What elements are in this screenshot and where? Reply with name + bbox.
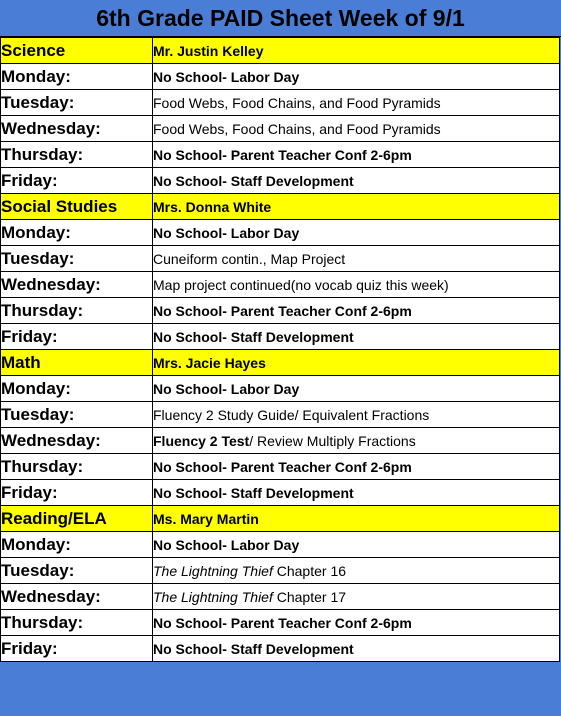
- subject-name: Math: [1, 350, 153, 376]
- subject-header-row: [1, 350, 560, 376]
- day-row: [1, 272, 560, 298]
- day-label: Friday:: [1, 168, 153, 194]
- teacher-name: Mr. Justin Kelley: [153, 38, 560, 64]
- day-row: [1, 480, 560, 506]
- day-row: [1, 428, 560, 454]
- day-row: [1, 636, 560, 662]
- schedule-table: [0, 37, 560, 662]
- teacher-name: Ms. Mary Martin: [153, 506, 560, 532]
- day-plan: [153, 428, 560, 454]
- day-row: [1, 220, 560, 246]
- day-row: [1, 64, 560, 90]
- day-label: Wednesday:: [1, 272, 153, 298]
- day-plan: No School- Staff Development: [153, 480, 560, 506]
- day-plan: Fluency 2 Study Guide/ Equivalent Fractions: [153, 402, 560, 428]
- day-label: Monday:: [1, 64, 153, 90]
- subject-name: Reading/ELA: [1, 506, 153, 532]
- book-title: The Lightning Thief: [153, 562, 273, 579]
- day-row: [1, 610, 560, 636]
- day-label: Thursday:: [1, 142, 153, 168]
- day-label: Tuesday:: [1, 402, 153, 428]
- subject-header-row: [1, 506, 560, 532]
- day-row: [1, 142, 560, 168]
- day-label: Monday:: [1, 220, 153, 246]
- day-label: Thursday:: [1, 610, 153, 636]
- day-plan: No School- Staff Development: [153, 324, 560, 350]
- day-row: [1, 532, 560, 558]
- day-plan: Map project continued(no vocab quiz this week): [153, 272, 560, 298]
- teacher-name: Mrs. Jacie Hayes: [153, 350, 560, 376]
- book-title: The Lightning Thief: [153, 588, 273, 605]
- day-plan: No School- Labor Day: [153, 532, 560, 558]
- plan-text: / Review Multiply Fractions: [249, 432, 416, 449]
- day-row: [1, 168, 560, 194]
- day-plan: Food Webs, Food Chains, and Food Pyramids: [153, 116, 560, 142]
- day-plan: [153, 558, 560, 584]
- day-plan: No School- Labor Day: [153, 64, 560, 90]
- day-row: [1, 376, 560, 402]
- day-plan: No School- Staff Development: [153, 168, 560, 194]
- day-plan: No School- Parent Teacher Conf 2-6pm: [153, 298, 560, 324]
- day-row: [1, 116, 560, 142]
- day-plan: No School- Parent Teacher Conf 2-6pm: [153, 454, 560, 480]
- day-plan: Cuneiform contin., Map Project: [153, 246, 560, 272]
- day-label: Friday:: [1, 324, 153, 350]
- day-row: [1, 90, 560, 116]
- day-row: [1, 584, 560, 610]
- day-label: Tuesday:: [1, 90, 153, 116]
- day-row: [1, 454, 560, 480]
- day-label: Wednesday:: [1, 116, 153, 142]
- day-plan: No School- Parent Teacher Conf 2-6pm: [153, 610, 560, 636]
- day-label: Wednesday:: [1, 584, 153, 610]
- day-plan: Food Webs, Food Chains, and Food Pyramids: [153, 90, 560, 116]
- day-row: [1, 558, 560, 584]
- subject-name: Science: [1, 38, 153, 64]
- day-row: [1, 246, 560, 272]
- day-label: Friday:: [1, 480, 153, 506]
- day-label: Monday:: [1, 532, 153, 558]
- day-plan: No School- Labor Day: [153, 220, 560, 246]
- day-plan: No School- Staff Development: [153, 636, 560, 662]
- day-row: [1, 402, 560, 428]
- day-row: [1, 324, 560, 350]
- day-plan: No School- Labor Day: [153, 376, 560, 402]
- day-label: Tuesday:: [1, 246, 153, 272]
- day-label: Tuesday:: [1, 558, 153, 584]
- subject-name: Social Studies: [1, 194, 153, 220]
- day-label: Thursday:: [1, 454, 153, 480]
- subject-header-row: [1, 194, 560, 220]
- plan-text: Chapter 16: [272, 562, 347, 579]
- day-plan: No School- Parent Teacher Conf 2-6pm: [153, 142, 560, 168]
- day-label: Wednesday:: [1, 428, 153, 454]
- day-plan: [153, 584, 560, 610]
- teacher-name: Mrs. Donna White: [153, 194, 560, 220]
- sheet-footer-band: [0, 686, 561, 716]
- plan-emphasis: Fluency 2 Test: [153, 432, 250, 449]
- day-row: [1, 298, 560, 324]
- day-label: Monday:: [1, 376, 153, 402]
- plan-text: Chapter 17: [272, 588, 347, 605]
- day-label: Friday:: [1, 636, 153, 662]
- day-label: Thursday:: [1, 298, 153, 324]
- sheet-title: 6th Grade PAID Sheet Week of 9/1: [0, 0, 561, 37]
- subject-header-row: [1, 38, 560, 64]
